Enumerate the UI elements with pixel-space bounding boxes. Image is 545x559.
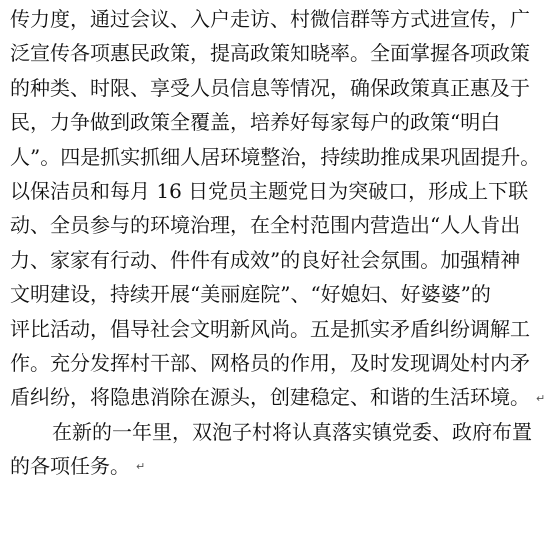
text-line: 人”。四是抓实抓细人居环境整治，持续助推成果巩固提升。 — [10, 144, 541, 169]
text-line: 动、全员参与的环境治理，在全村范围内营造出“人人肯出 — [10, 213, 521, 238]
paragraph-mark-icon: ↵ — [536, 391, 545, 405]
text-line: 传力度，通过会议、入户走访、村微信群等方式进宣传，广 — [10, 7, 530, 31]
text-line: 文明建设，持续开展“美丽庭院”、“好媳妇、好婆婆”的 — [10, 282, 491, 307]
text-line: 的各项任务。 ↵ — [10, 449, 530, 483]
text-line: 泛宣传各项惠民政策，提高政策知晓率。全面掌握各项政策 — [10, 41, 530, 66]
text-line: 以保洁员和每月 16 日党员主题党日为突破口，形成上下联 — [10, 178, 529, 203]
text-line: 盾纠纷，将隐患消除在源头，创建稳定、和谐的生活环境。 ↵ — [10, 380, 530, 414]
text-line: 民，力争做到政策全覆盖，培养好每家每户的政策“明白 — [10, 110, 501, 135]
paragraph-mark-icon: ↵ — [136, 460, 146, 474]
text-line: 力、家家有行动、件件有成效”的良好社会氛围。加强精神 — [10, 247, 521, 272]
text-line: 作。充分发挥村干部、网格员的作用，及时发现调处村内矛 — [10, 350, 530, 375]
text-line: 评比活动，倡导社会文明新风尚。五是抓实矛盾纠纷调解工 — [10, 316, 530, 341]
text-line: 在新的一年里，双泡子村将认真落实镇党委、政府布置 — [52, 419, 532, 444]
document-body — [10, 2, 545, 483]
text-line: 的种类、时限、享受人员信息等情况，确保政策真正惠及于 — [10, 75, 530, 100]
paragraph-2 — [10, 415, 530, 484]
paragraph-1 — [10, 2, 545, 415]
